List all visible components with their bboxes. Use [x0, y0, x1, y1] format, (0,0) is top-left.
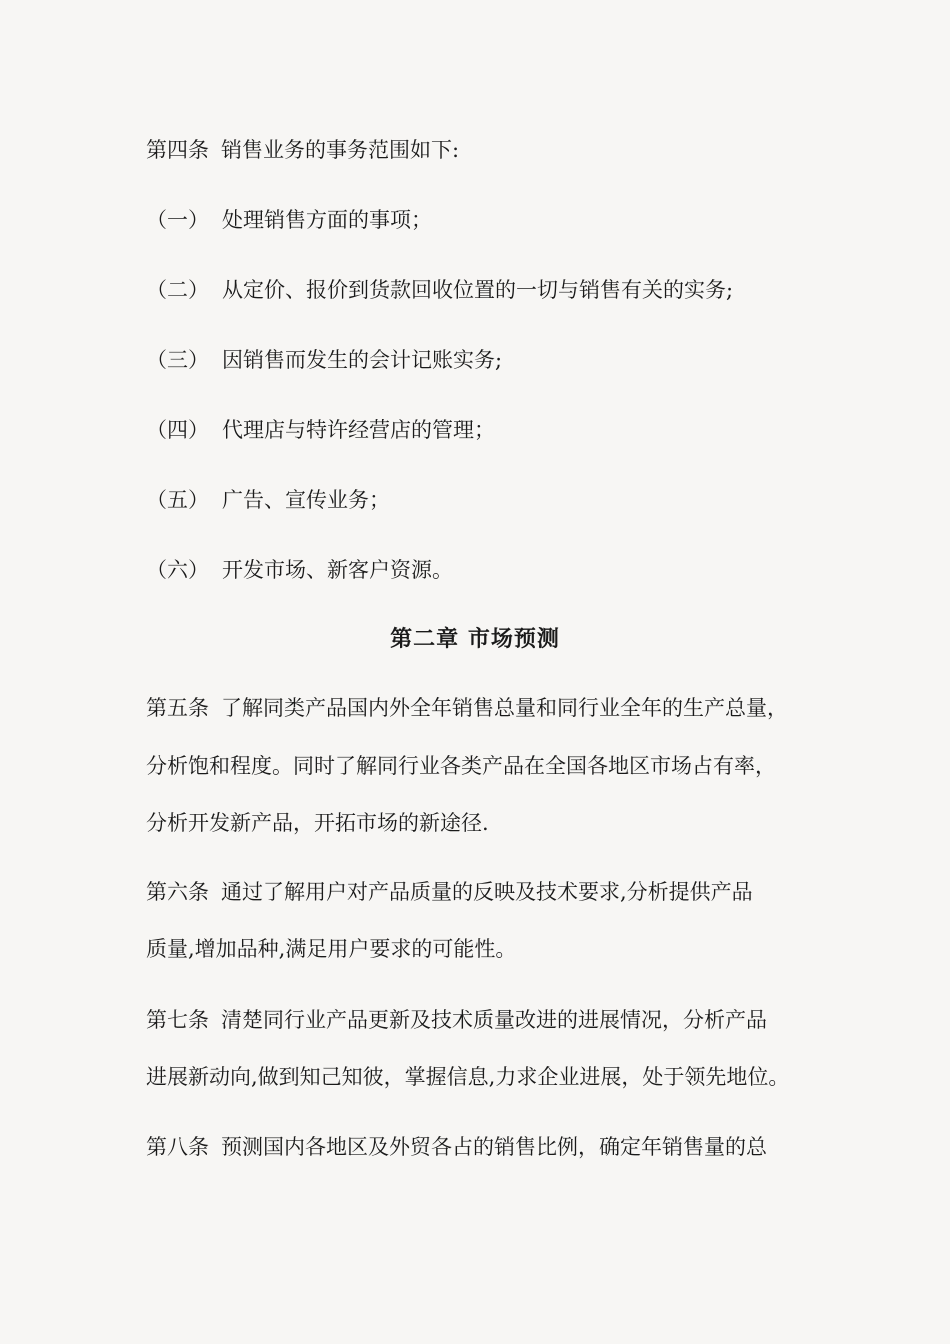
article-5-text: 了解同类产品国内外全年销售总量和同行业全年的生产总量，: [221, 696, 788, 720]
list-item-number: （二）: [146, 278, 209, 302]
article-7-label: 第七条: [146, 1008, 209, 1032]
list-item: [146, 276, 733, 304]
list-item: [146, 486, 390, 514]
article-8-text: 预测国内各地区及外贸各占的销售比例，确定年销售量的总: [221, 1135, 767, 1159]
list-item-number: （六）: [146, 558, 209, 582]
list-item-text: 代理店与特许经营店的管理；: [222, 418, 495, 442]
article-6-text: 通过了解用户对产品质量的反映及技术要求,分析提供产品: [221, 880, 753, 904]
list-item-text: 广告、宣传业务；: [222, 488, 390, 512]
article-7-line-1: [146, 1006, 767, 1034]
article-6-line-1: [146, 878, 753, 906]
list-item: [146, 346, 502, 374]
list-item-text: 因销售而发生的会计记账实务;: [222, 348, 503, 372]
list-item-number: （四）: [146, 418, 209, 442]
article-7-line-2: 进展新动向,做到知己知彼，掌握信息,力求企业进展，处于领先地位。: [146, 1065, 790, 1089]
article-6-label: 第六条: [146, 880, 209, 904]
list-item: [146, 206, 432, 234]
article-6-line-2: 质量,增加品种,满足用户要求的可能性。: [146, 937, 517, 961]
chapter-title: 第二章 市场预测: [390, 626, 560, 652]
list-item: [146, 556, 453, 584]
list-item-text: 从定价、报价到货款回收位置的一切与销售有关的实务;: [222, 278, 734, 302]
list-item-number: （三）: [146, 348, 209, 372]
list-item-number: （五）: [146, 488, 209, 512]
list-item-number: （一）: [146, 208, 209, 232]
article-5-line-1: [146, 694, 788, 722]
article-4-heading: [146, 136, 459, 164]
article-5-line-2: 分析饱和程度。同时了解同行业各类产品在全国各地区市场占有率，: [146, 754, 776, 778]
article-8-line-1: [146, 1133, 767, 1161]
list-item-text: 处理销售方面的事项；: [222, 208, 432, 232]
article-8-label: 第八条: [146, 1135, 209, 1159]
article-7-text: 清楚同行业产品更新及技术质量改进的进展情况，分析产品: [221, 1008, 767, 1032]
article-4-text: 销售业务的事务范围如下:: [221, 138, 460, 162]
list-item-text: 开发市场、新客户资源。: [222, 558, 453, 582]
article-4-label: 第四条: [146, 138, 209, 162]
article-5-label: 第五条: [146, 696, 209, 720]
article-5-line-3: 分析开发新产品，开拓市场的新途径.: [146, 811, 489, 835]
list-item: [146, 416, 495, 444]
